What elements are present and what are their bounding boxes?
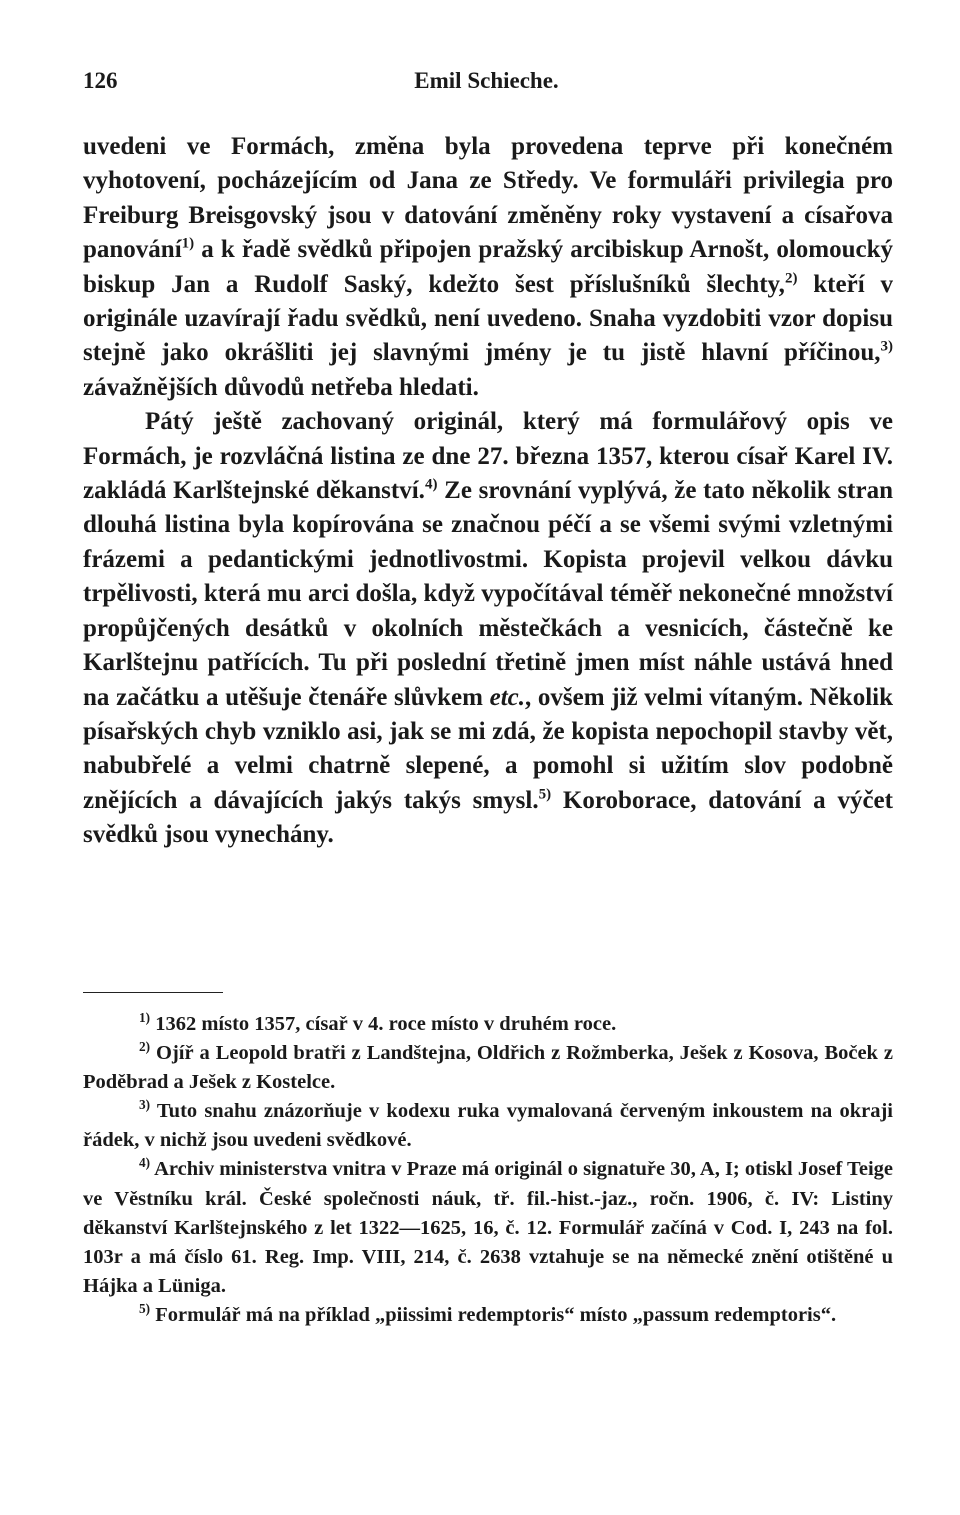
footnote-5: $^{5)}$ Formulář má na příklad „piissimi redemptoris“ místo „passum redemptoris“. [139, 1301, 837, 1326]
footnote-divider [83, 992, 223, 993]
body-text [83, 130, 893, 853]
page-header [83, 68, 890, 108]
paragraph-1: uvedeni ve Formách, změna byla provedena teprve při konečném vyhotovení, pocházejícím od Jana ze Středy. Ve formuláři privilegia pro Freiburg Breisgovský jsou v datování změněny roky vystavení a císařova panování$^{1)}$ a k řadě svědků připojen pražský arcibiskup Arnošt, olomoucký biskup Jan a Rudolf Saský, kdežto šest příslušníků šlechty,$^{2)}$ kteří v originále uzavírají řadu svědků, není uvedeno. Snaha vyzdobiti vzor dopisu stejně jako okrášliti jej slavnými jmény je tu jistě hlavní příčinou,$^{3)}$ závažnějších důvodů netřeba hledati. [83, 133, 893, 401]
footnote-ref-2: 2) [784, 270, 798, 287]
footnote-ref-3: 3) [880, 339, 893, 356]
footnote-2: $^{2)}$ Ojíř a Leopold bratři z Landštejna, Oldřich z Rožmberka, Ješek z Kosova, Boček z Poděbrad a Ješek z Kostelce. [83, 1039, 893, 1094]
etc-italic: etc. [489, 683, 525, 711]
footnote-1: $^{1)}$ 1362 místo 1357, císař v 4. roce místo v druhém roce. [139, 1010, 617, 1035]
page-number: 126 [83, 68, 118, 93]
footnote-ref-4: 4) [424, 476, 438, 493]
footnotes [83, 1010, 893, 1330]
paragraph-2: Pátý ještě zachovaný originál, který má formulářový opis ve Formách, je rozvláčná listina ze dne 27. března 1357, kterou císař Karel IV. zakládá Karlštejnské děkanství.$^{4)}$ Ze srovnání vyplývá, že tato několik stran dlouhá listina byla kopírována se značnou péčí a se všemi svými vzletnými frázemi a pedantickými jednotlivostmi. Kopista projevil velkou dávku trpělivosti, která mu arci došla, když vypočítával téměř nekonečné množství propůjčených desátků v okolních městečkách a vesnicích, částečně ke Karlštejnu patřících. Tu při poslední třetině jmen míst náhle ustává hned na začátku a utěšuje čtenáře slůvkem etc., ovšem již velmi vítaným. Několik písařských chyb vzniklo asi, jak se mi zdá, že kopista nepochopil stavby vět, nabubřelé a velmi chatrně slepené, a pomohl si užitím slov podobně znějících a dávajících jakýs takýs smysl.$^{5)}$ Koroborace, datování a výčet svědků jsou vynechány. [83, 408, 894, 849]
footnote-ref-1: 1) [181, 235, 195, 252]
footnote-4: $^{4)}$ Archiv ministerstva vnitra v Praze má originál o signatuře 30, A, I; otiskl Josef Teige ve Věstníku král. České společnosti náuk, tř. fil.-hist.-jaz., ročn. 1906, č. IV: Listiny děkanství Karlštejnského z let 1322—1625, 16, č. 12. Formulář začíná v Cod. I, 243 na fol. 103r a má číslo 61. Reg. Imp. VIII, 214, č. 2638 vztahuje se na německé znění otištěné u Hájka a Lüniga. [83, 1155, 893, 1297]
footnote-3: $^{3)}$ Tuto snahu znázorňuje v kodexu ruka vymalovaná červeným inkoustem na okraji řádek, v nichž jsou uvedeni svědkové. [83, 1097, 893, 1152]
footnote-ref-5: 5) [538, 786, 552, 803]
running-title: Emil Schieche. [414, 68, 559, 93]
